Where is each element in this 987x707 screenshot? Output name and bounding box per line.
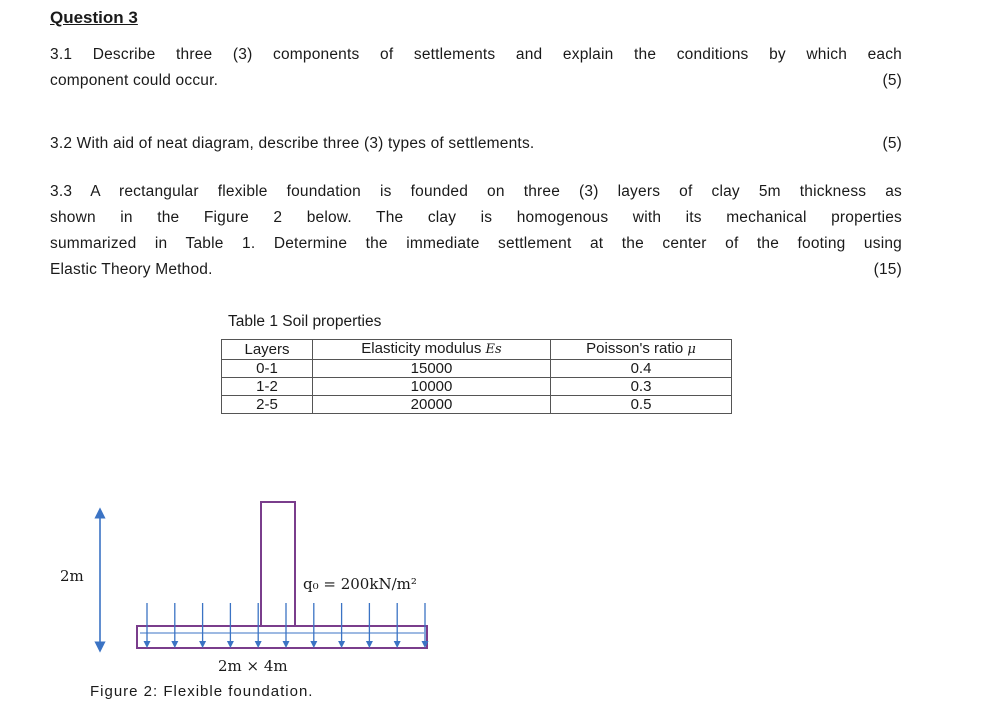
figure-caption: Figure 2: Flexible foundation.: [90, 683, 314, 700]
load-arrow-head: [227, 641, 234, 648]
load-arrow-head: [394, 641, 401, 648]
question-heading: Question 3: [50, 8, 138, 27]
header-poisson: Poisson's ratio μ: [551, 340, 732, 360]
table-cell: 0.4: [551, 360, 732, 378]
table-caption: Table 1 Soil properties: [228, 313, 382, 330]
table-row: [222, 396, 732, 414]
header-elasticity: Elasticity modulus Es: [313, 340, 551, 360]
foundation-diagram: [40, 495, 480, 680]
load-arrow-head: [144, 641, 151, 648]
question-line: 3.1 Describe three (3) components of settlements and explain the conditions by which each: [50, 46, 902, 63]
question-line: component could occur.: [50, 72, 219, 89]
table-row: [222, 360, 732, 378]
marks: (15): [873, 261, 902, 278]
table-cell: 0.5: [551, 396, 732, 414]
es-symbol: Es: [485, 342, 502, 357]
table-cell: 10000: [313, 378, 551, 396]
marks: (5): [882, 72, 902, 89]
question-line: Elastic Theory Method.: [50, 261, 213, 278]
load-arrow-head: [199, 641, 206, 648]
load-arrow-head: [255, 641, 262, 648]
question-3-1: [50, 42, 902, 94]
soil-properties-table: [221, 339, 732, 414]
column-rect: [261, 502, 295, 626]
load-arrow-head: [171, 641, 178, 648]
load-arrow-head: [366, 641, 373, 648]
footing-size-label: 2m × 4m: [218, 657, 288, 675]
load-label: q₀ = 200kN/m²: [303, 575, 417, 593]
question-line: 3.2 With aid of neat diagram, describe three (3) types of settlements.: [50, 135, 535, 152]
question-line: 3.3 A rectangular flexible foundation is founded on three (3) layers of clay 5m thickness as: [50, 183, 902, 200]
header-layers: Layers: [222, 340, 313, 360]
table-row: [222, 378, 732, 396]
load-arrow-head: [283, 641, 290, 648]
question-line: summarized in Table 1. Determine the immediate settlement at the center of the footing using: [50, 235, 902, 252]
table-cell: 2-5: [222, 396, 313, 414]
table-cell: 15000: [313, 360, 551, 378]
footing-rect: [137, 626, 427, 648]
height-label: 2m: [60, 567, 84, 585]
table-cell: 20000: [313, 396, 551, 414]
table-header-row: [222, 340, 732, 360]
question-3-3: [50, 179, 902, 283]
table-cell: 0-1: [222, 360, 313, 378]
marks: (5): [882, 135, 902, 152]
question-line: shown in the Figure 2 below. The clay is homogenous with its mechanical properties: [50, 209, 902, 226]
table-cell: 0.3: [551, 378, 732, 396]
mu-symbol: μ: [687, 342, 696, 357]
load-arrow-head: [338, 641, 345, 648]
question-3-2: [50, 131, 902, 157]
table-cell: 1-2: [222, 378, 313, 396]
load-arrow-head: [310, 641, 317, 648]
